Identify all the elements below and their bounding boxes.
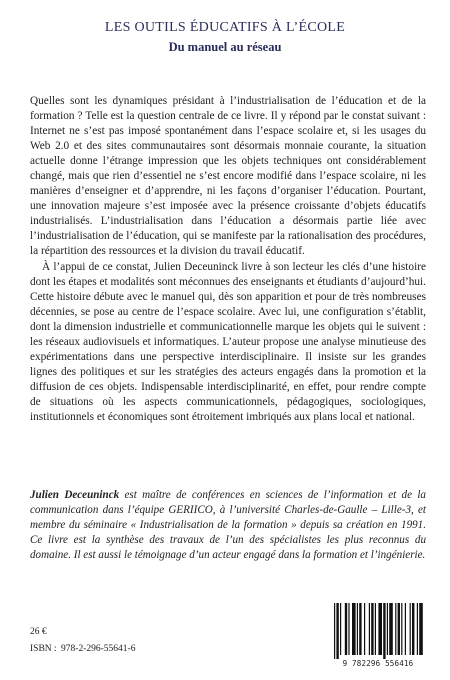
blurb [30, 94, 426, 425]
barcode-bar [369, 603, 370, 655]
blurb-paragraph-2: À l’appui de ce constat, Julien Deceuninck livre à son lecteur les clés d’une histoire dont les étapes et modalités sont méconnues des enseignants et étudiants d’aujourd’hui. Cette histoire débute avec le manuel qui, dès son apparition et pour de très nombreuses décennies, se pose au centre de l’espace scolaire. Avec lui, une configuration s’établit, dont la dimension industrielle et communicationnelle marque les objets qui le suivent : les réseaux audiovisuels et informatiques. L’auteur propose une analyse minutieuse des expérimentations dans une perspective interdisciplinaire. Il insiste sur les grandes lignes des politiques et sur les stratégies des acteurs engagés dans la promotion et la diffusion de ces objets. Indispensable interdisciplinarité, en effet, pour rendre compte de situations où les aspects communicationnels, pédagogiques, sociologiques, institutionnels et économiques sont étroitement imbriqués aux plans local et national. [30, 261, 426, 423]
barcode-bar [419, 603, 423, 655]
barcode-bar [348, 603, 349, 655]
barcode-bar [345, 603, 347, 655]
barcode-bar [398, 603, 400, 655]
barcode-bar [364, 603, 365, 655]
barcode-bar [410, 603, 411, 655]
barcode-bar [405, 603, 406, 655]
barcode-bar [352, 603, 356, 655]
barcode-bar [383, 603, 385, 659]
barcode-bar [417, 603, 418, 655]
author-bio [30, 488, 426, 563]
barcode-bar [412, 603, 414, 655]
barcode-bar [389, 603, 393, 655]
barcode-bar [401, 603, 402, 655]
barcode-bar [340, 603, 341, 655]
price: 26 € [30, 627, 47, 637]
barcode-bar [357, 603, 358, 655]
barcode-bar [378, 603, 382, 655]
barcode [330, 603, 426, 663]
barcode-bar [371, 603, 373, 655]
author-name: Julien Deceuninck [30, 489, 120, 501]
barcode-bar [375, 603, 376, 655]
isbn-value: 978-2-296-55641-6 [61, 644, 136, 654]
isbn-label: ISBN : [30, 644, 57, 654]
barcode-bar [359, 603, 361, 655]
book-title: LES OUTILS ÉDUCATIFS À L’ÉCOLE [104, 20, 346, 35]
barcode-graphic [330, 603, 426, 659]
barcode-bar [395, 603, 396, 655]
barcode-bar [387, 603, 388, 655]
book-subtitle: Du manuel au réseau [168, 40, 282, 54]
blurb-paragraph-1: Quelles sont les dynamiques présidant à l’industrialisation de l’éducation et de la formation ? Telle est la question centrale de ce livre. Il y répond par le constat suivant : Internet ne s’est pas imposé spontanément dans l’espace scolaire et, si les usages du Web 2.0 et des sites communautaires sont désormais monnaie courante, la situation actuelle donne l’étrange impression que les objets techniques ont considérablement changé, mais que rien d’essentiel ne s’est encore modifié dans l’espace scolaire, ni les manières d’enseigner et d’apprendre, ni les façons d’organiser l’éducation. Pourtant, une innovation majeure s’est imposée avec la présence croissante d’objets éducatifs industrialisés. L’industrialisation dans l’éducation a désormais partie liée avec l’industrialisation de l’éducation, qui se manifeste par la rationalisation des procédures, la répartition des ressources et la division du travail éducatif. [30, 95, 426, 257]
barcode-digits: 9 782296 556416 [342, 659, 414, 668]
barcode-bar [334, 603, 335, 659]
author-bio-text: est maître de conférences en sciences de l’information et de la communication dans l’équipe GERIICO, à l’université Charles-de-Gaulle – Lille-3, et membre du séminaire « Industrialisation de la formation » depuis sa création en 1991. Ce livre est la synthèse des travaux de l’un des spécialistes les plus reconnus du domaine. Il est aussi le témoignage d’un acteur engagé dans la formation et l’ingénierie. [30, 489, 426, 561]
barcode-bar [336, 603, 338, 659]
isbn [30, 644, 135, 654]
